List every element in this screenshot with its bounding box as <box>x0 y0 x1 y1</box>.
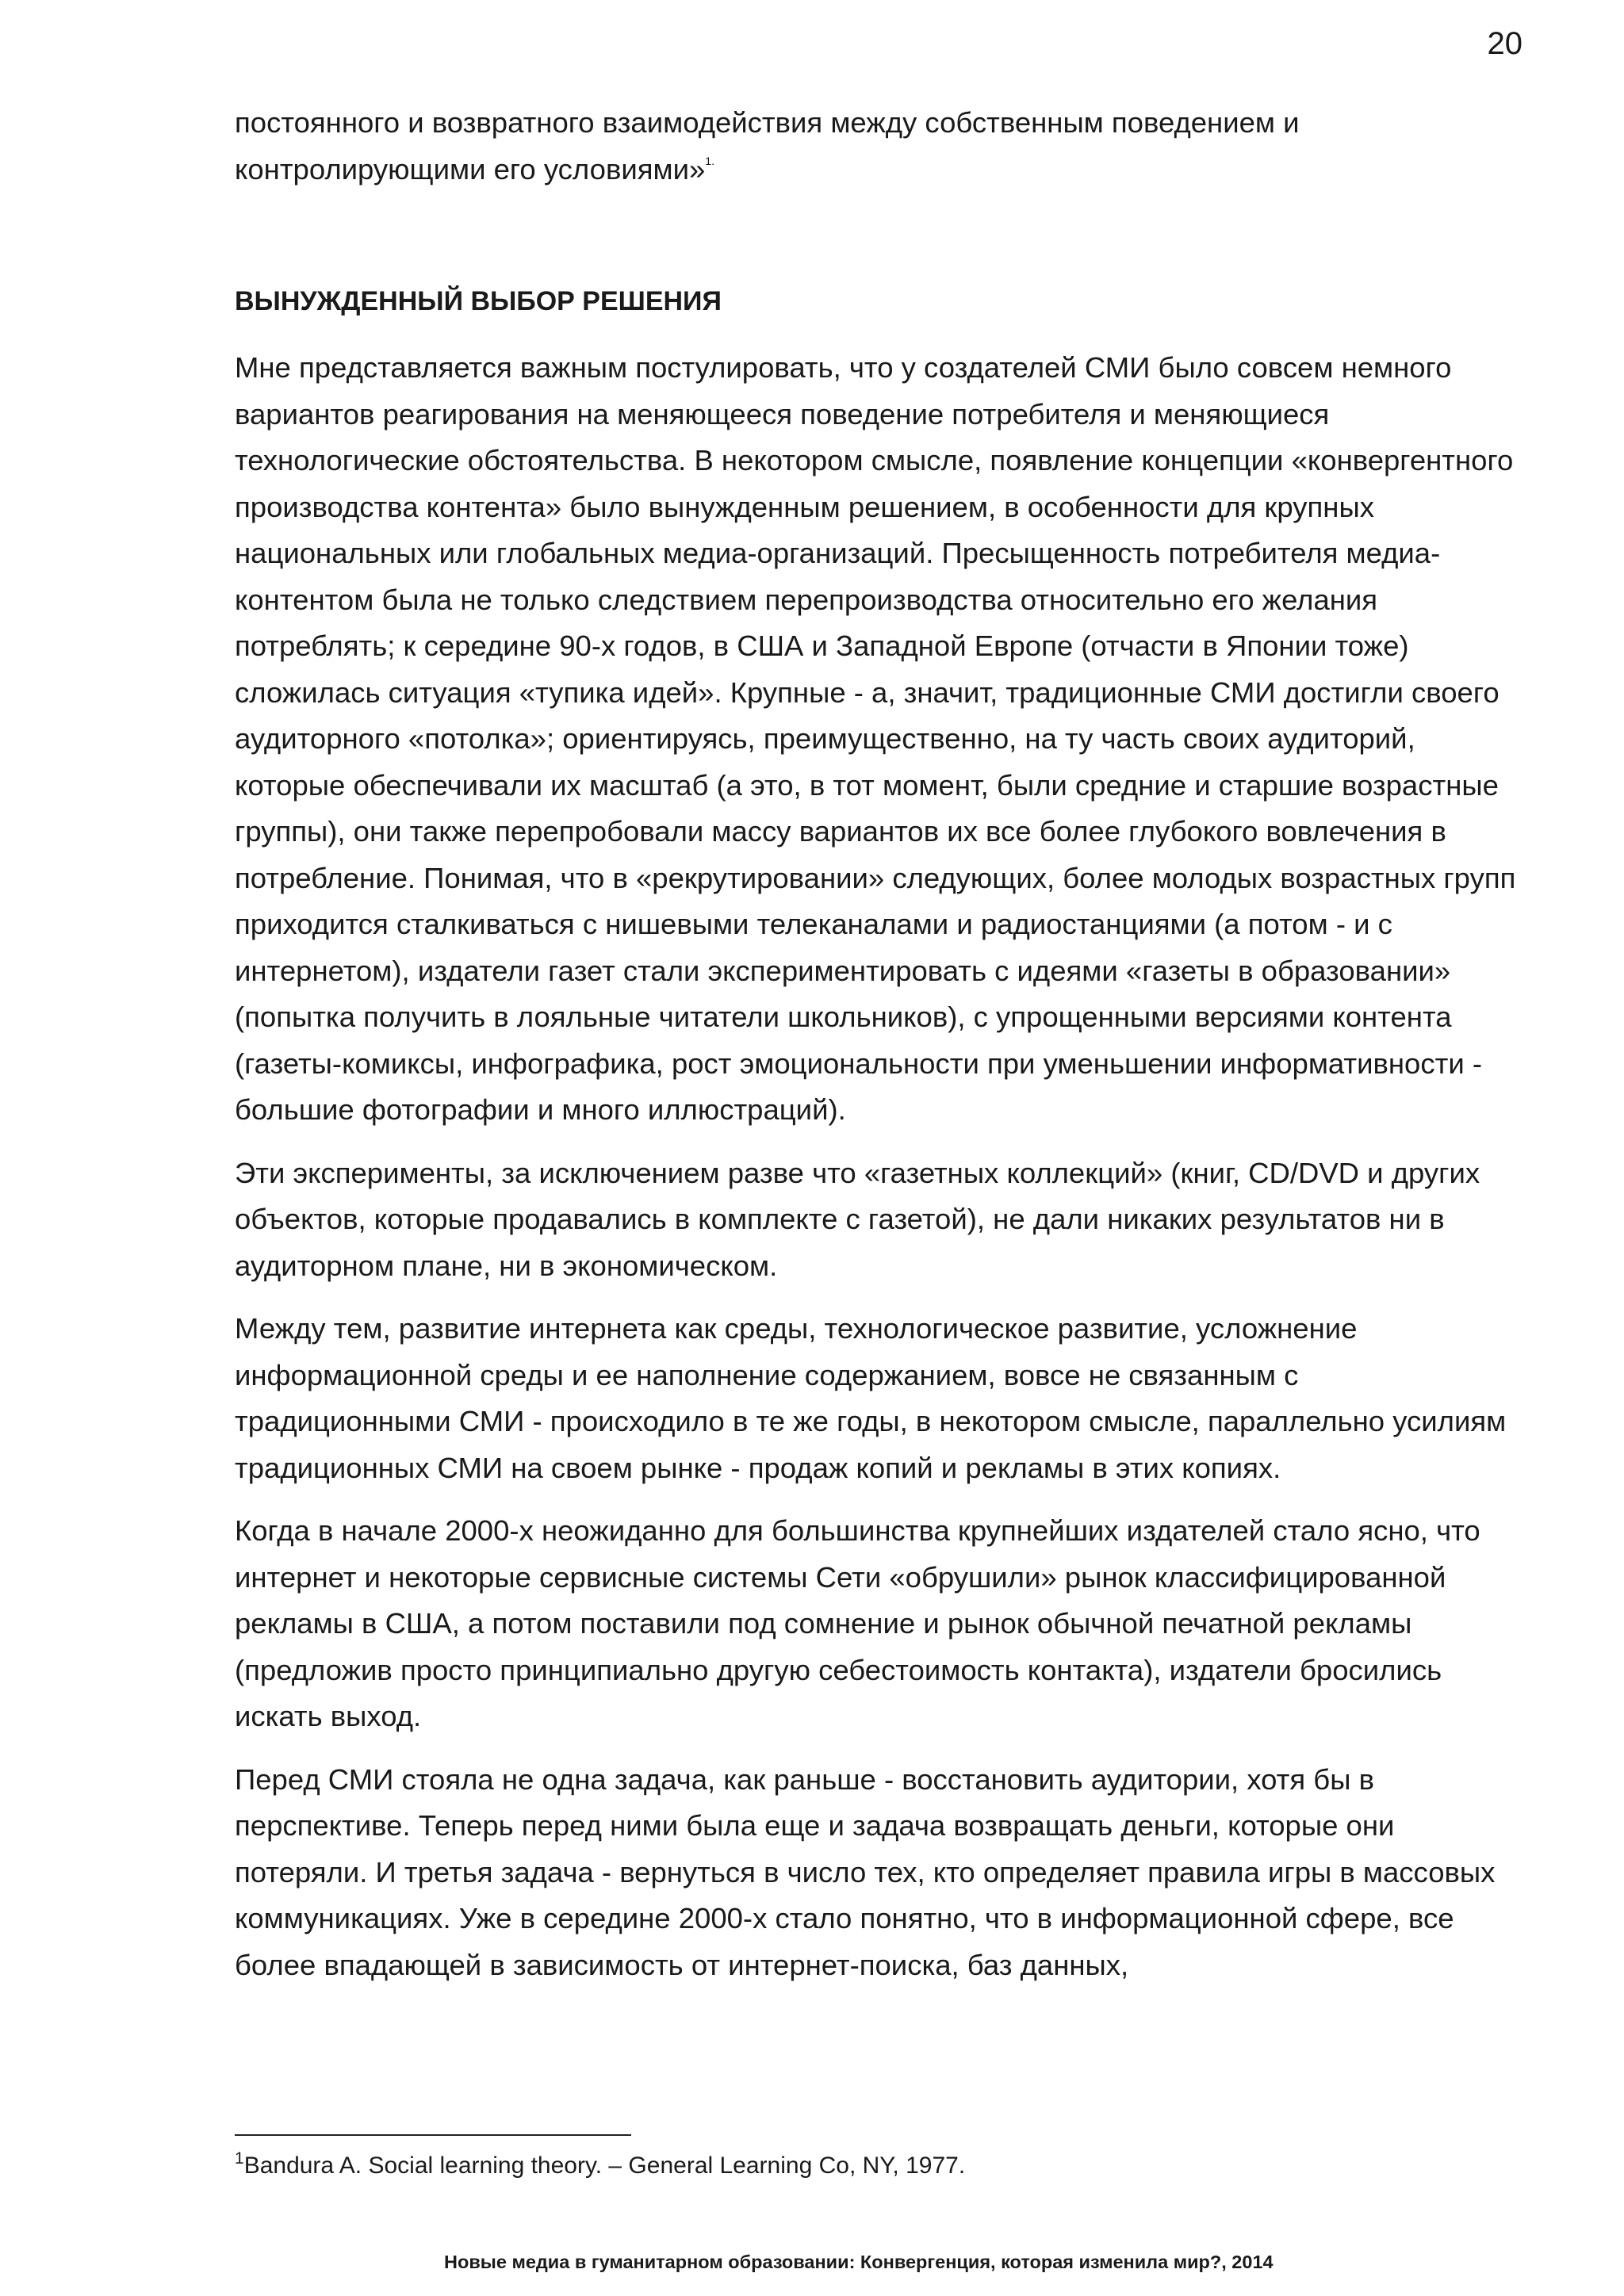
continuation-paragraph <box>235 100 1522 193</box>
paragraph-5: Перед СМИ стояла не одна задача, как раньше - восстановить аудитории, хотя бы в перспективе. Теперь перед ними была еще и задача возвращать деньги, которые они потеряли. И третья задача - вернуться в число тех, кто определяет правила игры в массовых коммуникациях. Уже в середине 2000-х стало понятно, что в информационной сфере, все более впадающей в зависимость от интернет-поиска, баз данных, <box>235 1762 1496 1981</box>
paragraph-1: Мне представляется важным постулировать, что у создателей СМИ было совсем немного вариантов реагирования на меняющееся поведение потребителя и меняющиеся технологические обстоятельства. В некотором смысле, появление концепции «конвергентного производства контента» было вынужденным решением, в особенности для крупных национальных или глобальных медиа-организаций. Пресыщенность потребителя медиа-контентом была не только следствием перепроизводства относительно его желания потреблять; к середине 90-х годов, в США и Западной Европе (отчасти в Японии тоже) сложилась ситуация «тупика идей». Крупные - а, значит, традиционные СМИ достигли своего аудиторного «потолка»; ориентируясь, преимущественно, на ту часть своих аудиторий, которые обеспечивали их масштаб (а это, в тот момент, были средние и старшие возрастные группы), они также перепробовали массу вариантов их все более глубокого вовлечения в потребление. Понимая, что в «рекрутировании» следующих, более молодых возрастных групп приходится сталкиваться с нишевыми телеканалами и радиостанциями (а потом - и с интернетом), издатели газет стали экспериментировать с идеями «газеты в образовании» (попытка получить в лояльные читатели школьников), с упрощенными версиями контента (газеты-комиксы, инфографика, рост эмоциональности при уменьшении информативности - большие фотографии и много иллюстраций). <box>235 351 1516 1126</box>
paragraph-2: Эти эксперименты, за исключением разве что «газетных коллекций» (книг, CD/DVD и других объектов, которые продавались в комплекте с газетой), не дали никаких результатов ни в аудиторном плане, ни в экономическом. <box>235 1156 1480 1282</box>
footnote <box>235 2150 965 2182</box>
section-heading: ВЫНУЖДЕННЫЙ ВЫБОР РЕШЕНИЯ <box>235 286 722 316</box>
footnote-separator <box>235 2134 631 2136</box>
continuation-text: постоянного и возвратного взаимодействия между собственным поведением и контролирующими его условиями» <box>235 106 1300 186</box>
footnote-text: Bandura A. Social learning theory. – General Learning Co, NY, 1977. <box>243 2152 966 2179</box>
page-footer: Новые медиа в гуманитарном образовании: Конвергенция, которая изменила мир?, 2014 <box>444 2252 1274 2272</box>
footnote-reference: 1. <box>705 154 714 167</box>
page-body <box>235 100 1522 2005</box>
page-number: 20 <box>1487 26 1522 61</box>
paragraph-3: Между тем, развитие интернета как среды, технологическое развитие, усложнение информационной среды и ее наполнение содержанием, вовсе не связанным с традиционными СМИ - происходило в те же годы, в некотором смысле, параллельно усилиям традиционных СМИ на своем рынке - продаж копий и рекламы в этих копиях. <box>235 1312 1507 1484</box>
paragraph-4: Когда в начале 2000-х неожиданно для большинства крупнейших издателей стало ясно, что интернет и некоторые сервисные системы Сети «обрушили» рынок классифицированной рекламы в США, а потом поставили под сомнение и рынок обычной печатной рекламы (предложив просто принципиально другую себестоимость контакта), издатели бросились искать выход. <box>235 1514 1480 1732</box>
footnote-mark: 1 <box>235 2149 244 2168</box>
